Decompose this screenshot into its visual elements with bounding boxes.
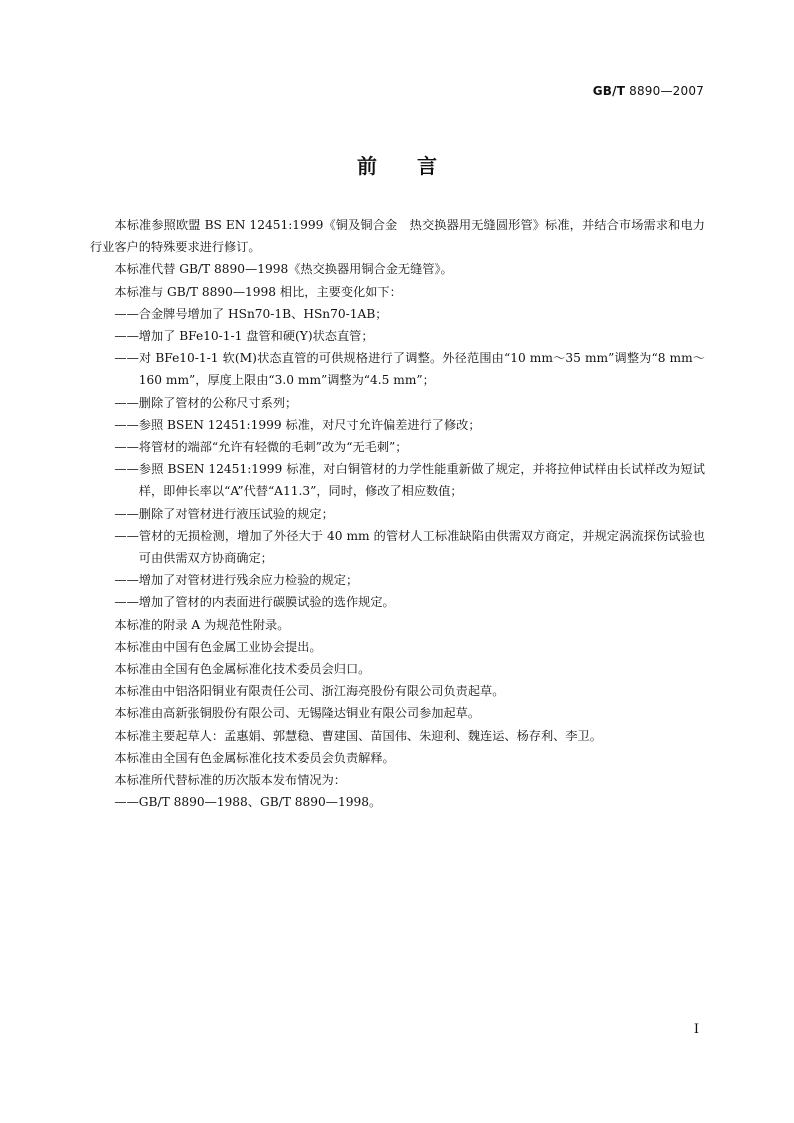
document-body: [90, 214, 705, 813]
list-item: ——管材的无损检测，增加了外径大于 40 mm 的管材人工标准缺陷由供需双方商定，并规定涡流探伤试验也可由供需双方协商确定；: [114, 528, 705, 566]
list-item: ——对 BFe10-1-1 软(M)状态直管的可供规格进行了调整。外径范围由“10 mm～35 mm”调整为“8 mm～160 mm”，厚度上限由“3.0 mm”调整为“4.5 mm”；: [114, 351, 705, 388]
list-item: ——参照 BSEN 12451:1999 标准，对白铜管材的力学性能重新做了规定，并将拉伸试样由长试样改为短试样，即伸长率以“A”代替“A11.3”，同时，修改了相应数值；: [114, 462, 705, 499]
standard-prefix: GB/T: [592, 84, 626, 98]
list-item: ——将管材的端部“允许有轻微的毛刺”改为“无毛刺”；: [114, 440, 408, 455]
standard-number: 8890—2007: [625, 84, 704, 98]
paragraph: 本标准参照欧盟 BS EN 12451:1999《铜及铜合金 热交换器用无缝圆形管》标准，并结合市场需求和电力行业客户的特殊要求进行修订。: [90, 218, 705, 255]
standard-code: [593, 84, 704, 98]
list-item: ——删除了管材的公称尺寸系列；: [114, 395, 298, 410]
paragraph: 本标准主要起草人：孟惠娟、郭慧稳、曹建国、苗国伟、朱迎利、魏连运、杨存利、李卫。: [114, 728, 602, 743]
list-item: ——增加了 BFe10-1-1 盘管和硬(Y)状态直管；: [114, 329, 374, 344]
list-item: ——参照 BSEN 12451:1999 标准，对尺寸允许偏差进行了修改；: [114, 417, 481, 432]
list-item: ——GB/T 8890—1988、GB/T 8890—1998。: [114, 795, 382, 810]
list-item: ——增加了管材的内表面进行碳膜试验的选作规定。: [114, 595, 395, 610]
list-item: ——合金牌号增加了 HSn70-1B、HSn70-1AB；: [114, 306, 388, 321]
paragraph: 本标准代替 GB/T 8890—1998《热交换器用铜合金无缝管》。: [114, 262, 453, 277]
list-item: ——增加了对管材进行残余应力检验的规定；: [114, 573, 359, 588]
paragraph: 本标准所代替标准的历次版本发布情况为：: [114, 773, 346, 788]
paragraph: 本标准与 GB/T 8890—1998 相比，主要变化如下：: [114, 284, 402, 299]
paragraph: 本标准的附录 A 为规范性附录。: [114, 617, 290, 632]
page-title: 前 言: [357, 154, 437, 178]
paragraph: 本标准由全国有色金属标准化技术委员会归口。: [114, 662, 371, 677]
paragraph: 本标准由高新张铜股份有限公司、无锡隆达铜业有限公司参加起草。: [114, 706, 481, 721]
list-item: ——删除了对管材进行液压试验的规定；: [114, 506, 334, 521]
page-number: I: [693, 1022, 699, 1037]
paragraph: 本标准由全国有色金属标准化技术委员会负责解释。: [114, 750, 395, 765]
paragraph: 本标准由中铝洛阳铜业有限责任公司、浙江海亮股份有限公司负责起草。: [114, 684, 505, 699]
paragraph: 本标准由中国有色金属工业协会提出。: [114, 639, 322, 654]
